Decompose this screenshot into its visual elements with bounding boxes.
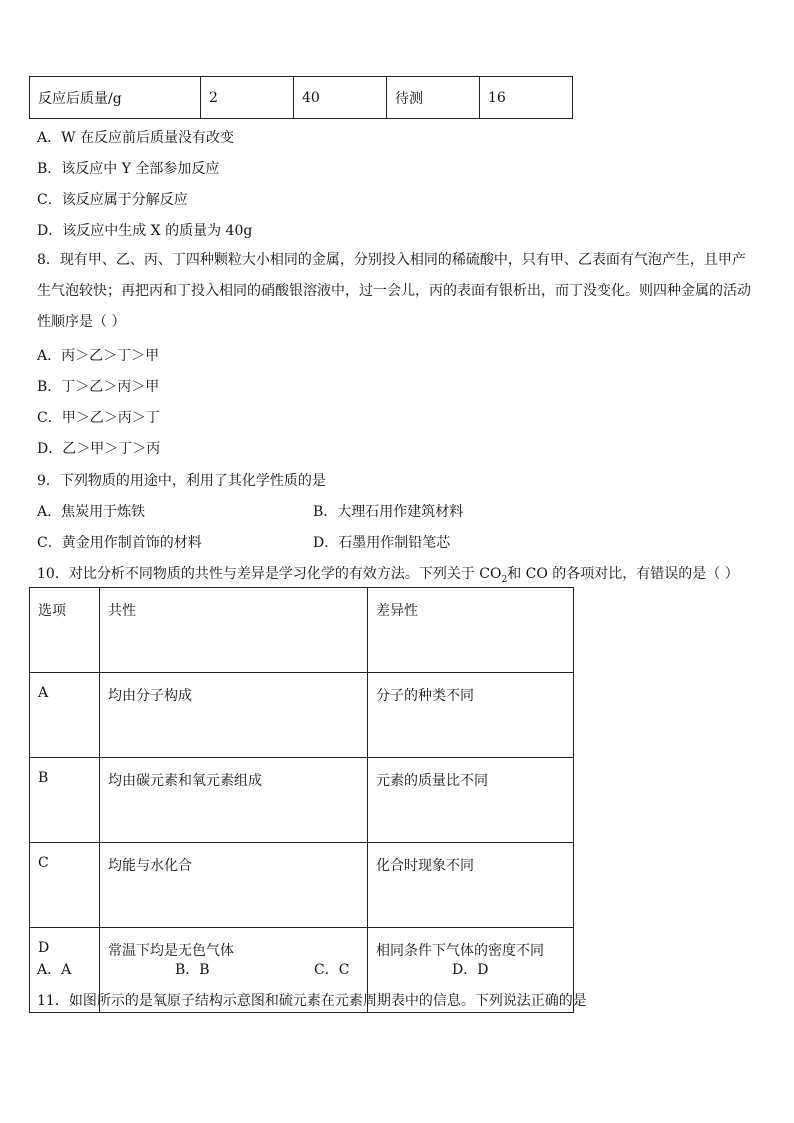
header-difference: 差异性 [368,588,574,673]
table-cell: 待测 [387,77,480,119]
table-row [30,843,574,928]
table-cell: C [30,843,100,928]
table-row [30,77,573,119]
comparison-table [29,587,574,1013]
mass-table [29,76,573,119]
q10-option-a: A．A [37,962,72,978]
table-cell: 2 [201,77,294,119]
q9-stem: 9．下列物质的用途中，利用了其化学性质的是 [37,473,326,489]
q8-option-c: C．甲＞乙＞丙＞丁 [37,410,160,426]
q8-option-b: B．丁＞乙＞丙＞甲 [37,379,160,395]
table-cell: 化合时现象不同 [368,843,574,928]
table-cell: 元素的质量比不同 [368,758,574,843]
table-row [30,673,574,758]
q8-option-d: D．乙＞甲＞丁＞丙 [37,441,161,457]
q10-stem-post: 和 CO 的各项对比，有错误的是（ ） [507,566,739,582]
q8-option-a: A．丙＞乙＞丁＞甲 [37,348,160,364]
table-cell: 均由碳元素和氧元素组成 [100,758,368,843]
table-cell: 均能与水化合 [100,843,368,928]
table-cell: 反应后质量/g [30,77,201,119]
table-cell: 常温下均是无色气体 [100,928,368,1013]
q7-option-b: B．该反应中 Y 全部参加反应 [37,161,220,177]
q7-option-c: C．该反应属于分解反应 [37,192,188,208]
q9-option-b: B．大理石用作建筑材料 [313,504,464,520]
q10-option-d: D．D [452,962,489,978]
q9-option-d: D．石墨用作制铅笔芯 [313,535,451,551]
table-cell: 40 [294,77,387,119]
q10-stem-pre: 10．对比分析不同物质的共性与差异是学习化学的有效方法。下列关于 CO [37,566,502,582]
table-cell: 相同条件下气体的密度不同 [368,928,574,1013]
header-commonality: 共性 [100,588,368,673]
q10-stem [37,563,739,585]
q10-option-c: C．C [314,962,350,978]
q10-option-b: B．B [175,962,210,978]
header-option: 选项 [30,588,100,673]
table-header-row [30,588,574,673]
table-cell: D [30,928,100,1013]
q7-option-a: A．W 在反应前后质量没有改变 [37,130,234,146]
q7-option-d: D．该反应中生成 X 的质量为 40g [37,223,253,239]
q11-stem: 11．如图所示的是氧原子结构示意图和硫元素在元素周期表中的信息。下列说法正确的是 [37,993,587,1009]
table-cell: A [30,673,100,758]
q9-option-a: A．焦炭用于炼铁 [37,504,146,520]
table-row [30,758,574,843]
table-cell: 均由分子构成 [100,673,368,758]
table-cell: 16 [480,77,573,119]
table-cell: B [30,758,100,843]
q9-option-c: C．黄金用作制首饰的材料 [37,535,202,551]
table-cell: 分子的种类不同 [368,673,574,758]
q8-stem: 8．现有甲、乙、丙、丁四种颗粒大小相同的金属，分别投入相同的稀硫酸中，只有甲、乙表面有气泡产生，且甲产生气泡较快；再把丙和丁投入相同的硝酸银溶液中，过一会儿，丙的表面有银析出，而丁没变化。则四种金属的活动性顺序是（ ） [37,252,751,330]
q10-stem-subscript: 2 [501,574,508,585]
